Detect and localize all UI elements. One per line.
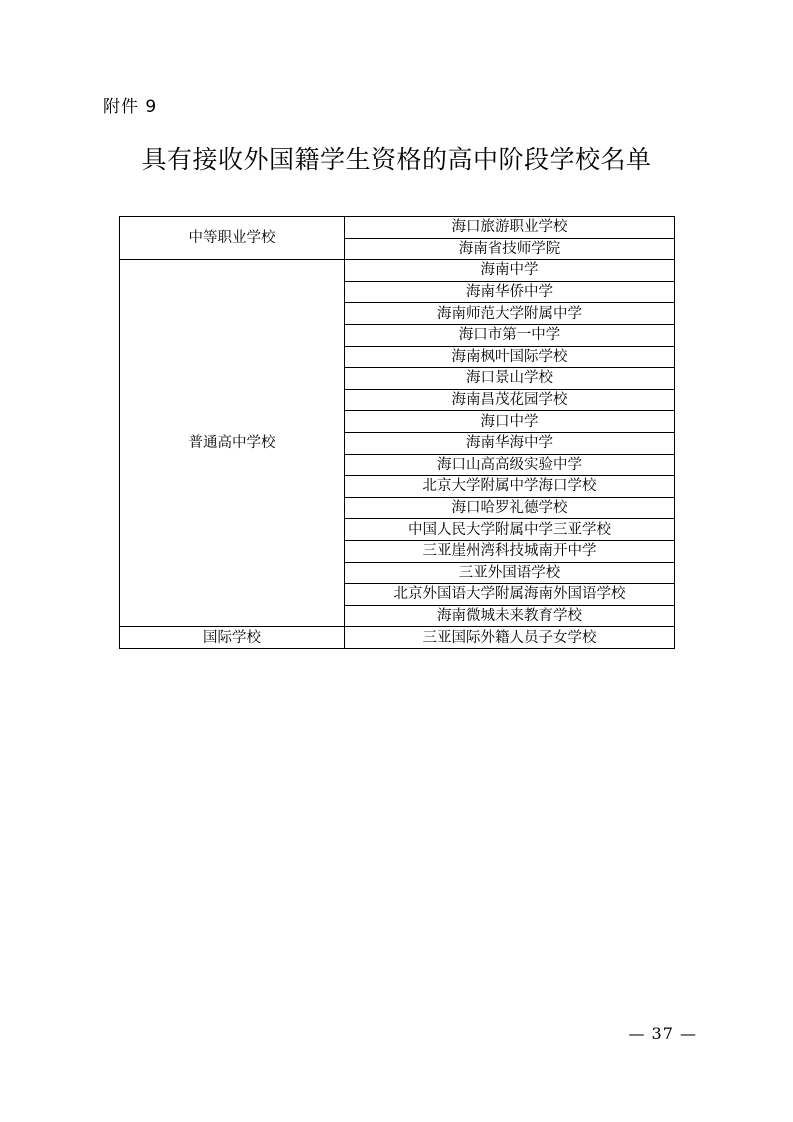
document-title: 具有接收外国籍学生资格的高中阶段学校名单 xyxy=(141,145,652,174)
table-row xyxy=(120,627,675,649)
table-row xyxy=(120,260,675,282)
school-name-cell: 北京大学附属中学海口学校 xyxy=(345,476,675,498)
category-cell: 中等职业学校 xyxy=(120,217,345,260)
category-cell: 国际学校 xyxy=(120,627,345,649)
category-cell: 普通高中学校 xyxy=(120,260,345,627)
school-list-table xyxy=(119,216,675,649)
table-row xyxy=(120,217,675,239)
school-name-cell: 中国人民大学附属中学三亚学校 xyxy=(345,519,675,541)
school-name-cell: 三亚外国语学校 xyxy=(345,562,675,584)
school-name-cell: 海口哈罗礼德学校 xyxy=(345,497,675,519)
school-name-cell: 海南昌茂花园学校 xyxy=(345,389,675,411)
page-number: — 37 — xyxy=(628,1024,697,1043)
school-name-cell: 海南华侨中学 xyxy=(345,281,675,303)
school-name-cell: 海口景山学校 xyxy=(345,368,675,390)
school-name-cell: 海南省技师学院 xyxy=(345,238,675,260)
school-name-cell: 海口旅游职业学校 xyxy=(345,217,675,239)
school-name-cell: 海南华海中学 xyxy=(345,432,675,454)
school-name-cell: 海口中学 xyxy=(345,411,675,433)
school-name-cell: 北京外国语大学附属海南外国语学校 xyxy=(345,584,675,606)
school-name-cell: 三亚崖州湾科技城南开中学 xyxy=(345,540,675,562)
attachment-label: 附件 9 xyxy=(103,97,158,117)
school-name-cell: 三亚国际外籍人员子女学校 xyxy=(345,627,675,649)
school-list-body xyxy=(120,217,675,649)
school-name-cell: 海南微城未来教育学校 xyxy=(345,605,675,627)
school-name-cell: 海南中学 xyxy=(345,260,675,282)
school-name-cell: 海南枫叶国际学校 xyxy=(345,346,675,368)
school-name-cell: 海口山高高级实验中学 xyxy=(345,454,675,476)
school-name-cell: 海南师范大学附属中学 xyxy=(345,303,675,325)
school-name-cell: 海口市第一中学 xyxy=(345,324,675,346)
